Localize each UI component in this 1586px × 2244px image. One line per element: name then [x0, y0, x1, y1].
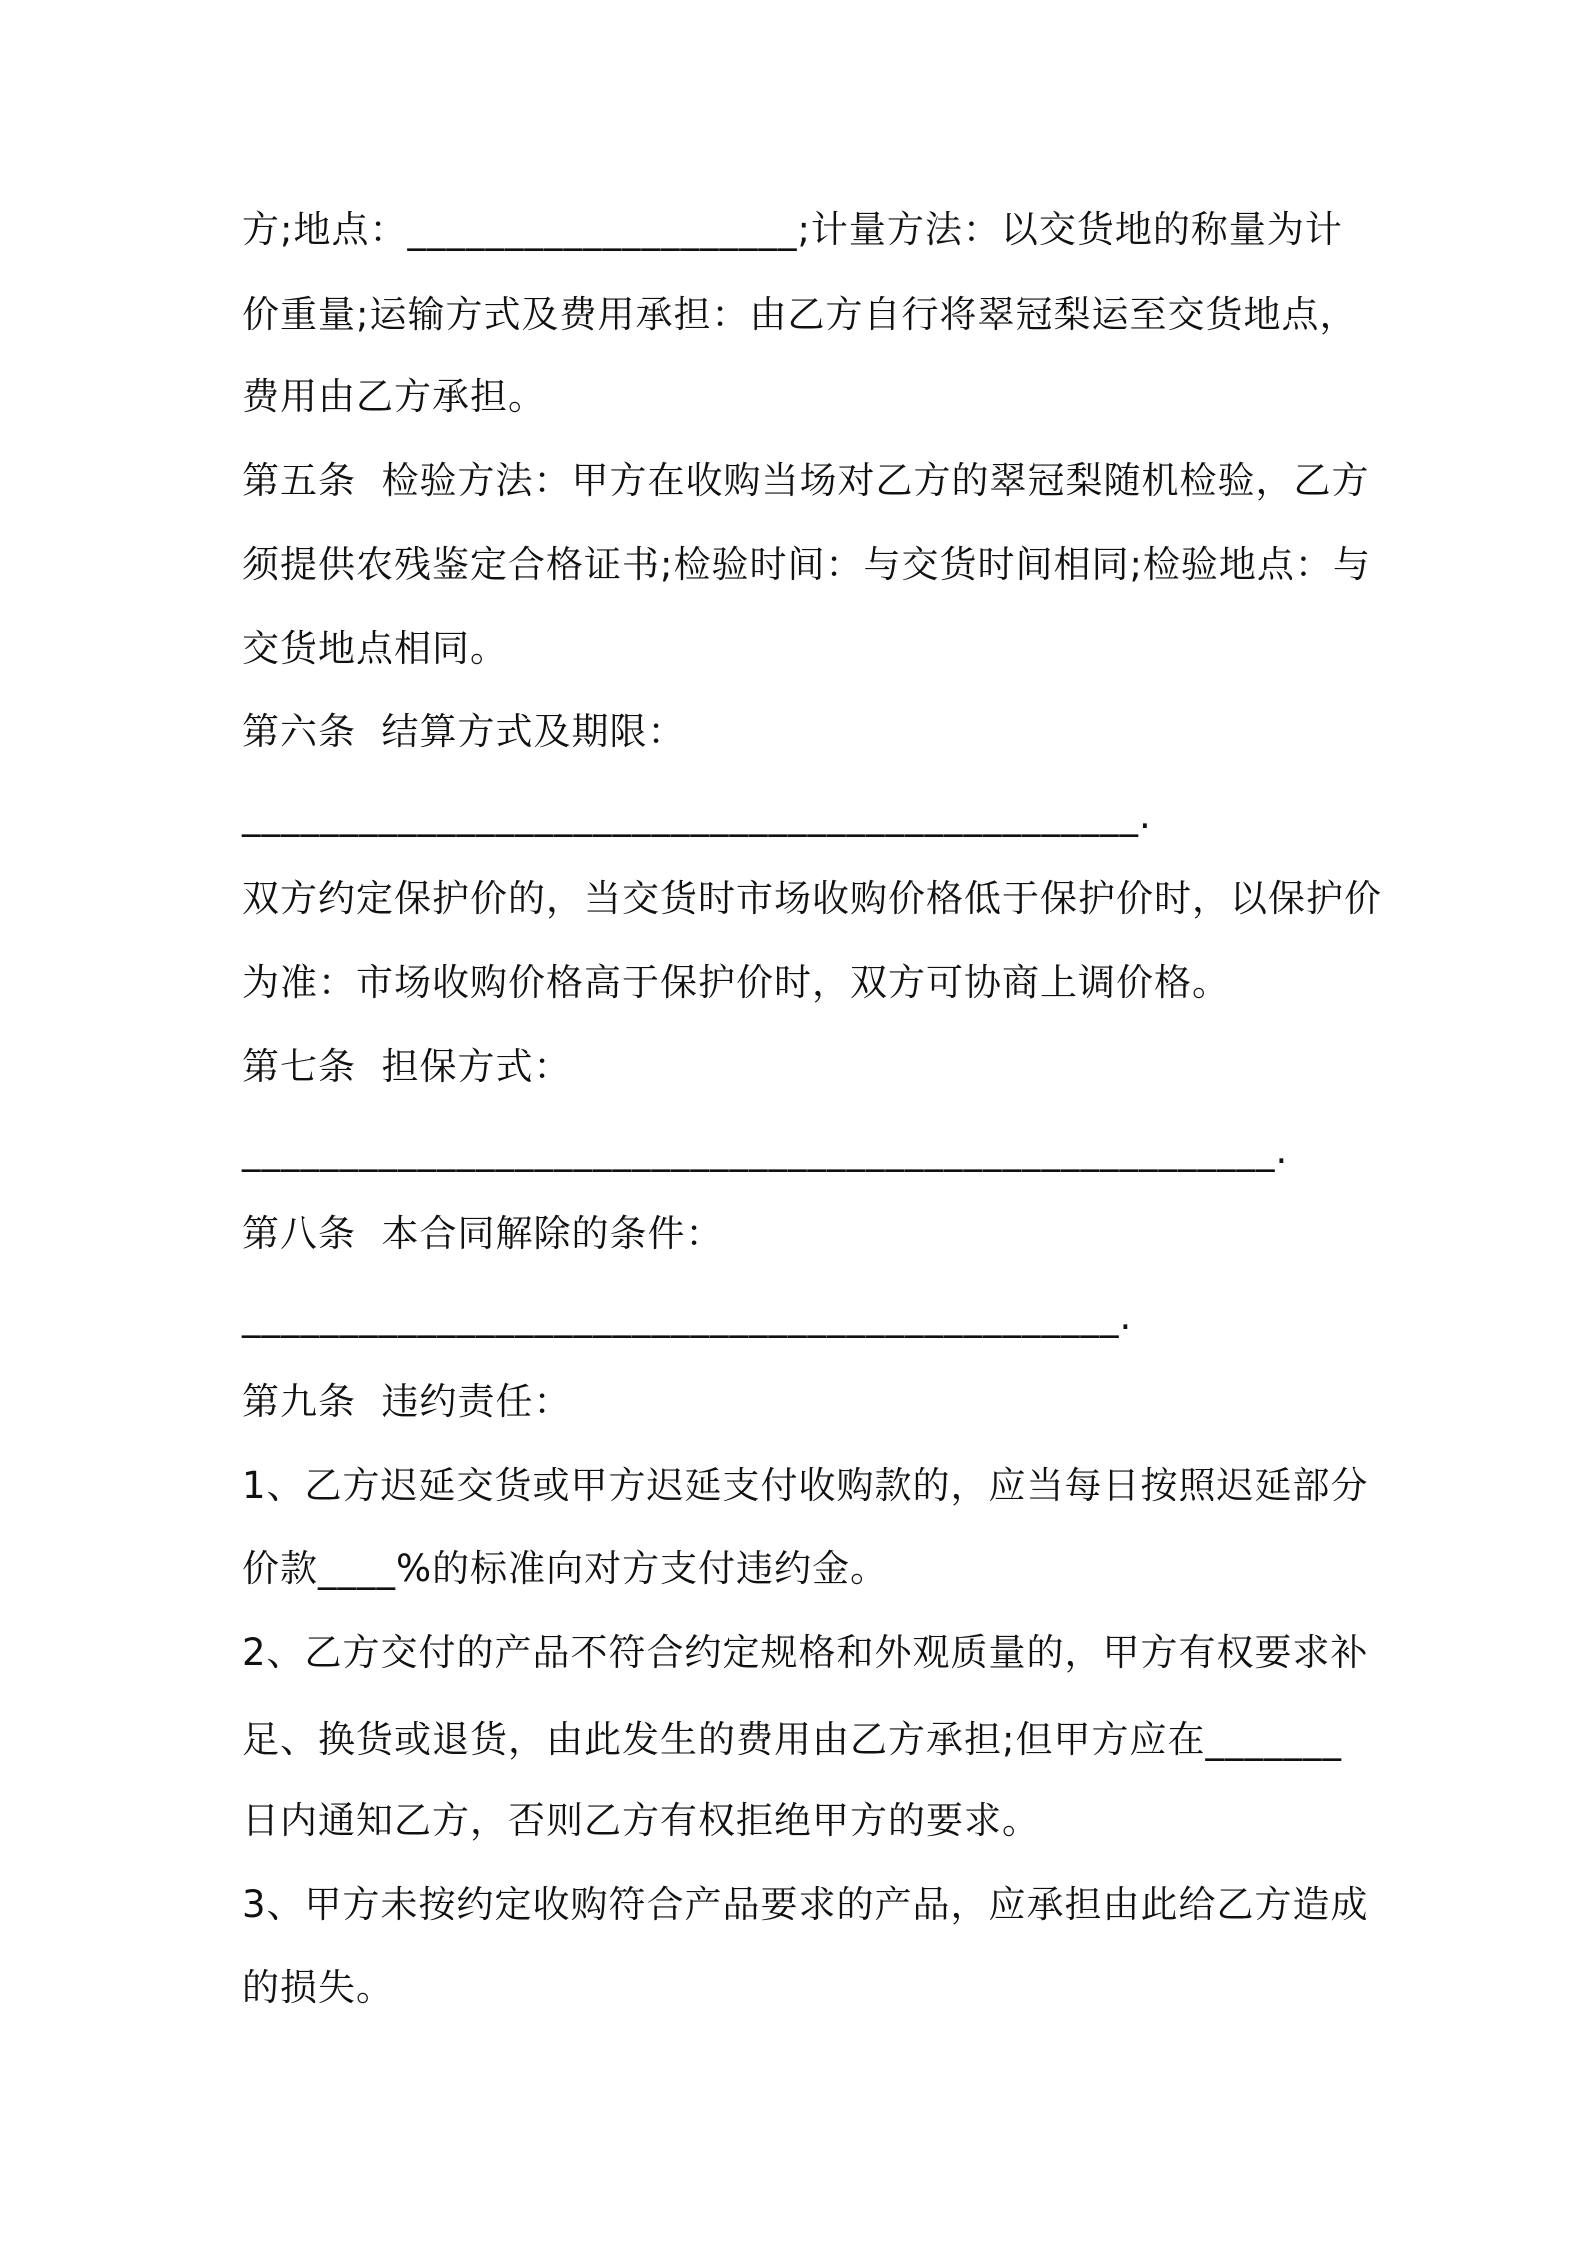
text-line: 价款____%的标准向对方支付违约金。 — [242, 1547, 889, 1590]
clause-item: 3、甲方未按约定收购符合产品要求的产品，应承担由此给乙方造成 — [242, 1883, 1369, 1926]
text-line: 方;地点：____________________;计量方法：以交货地的称量为计 — [242, 208, 1343, 251]
text-line: 为准：市场收购价格高于保护价时，双方可协商上调价格。 — [242, 961, 1230, 1004]
article-8-heading: 第八条 本合同解除的条件： — [242, 1212, 724, 1255]
text-line: 的损失。 — [242, 1966, 394, 2009]
text-line: 价重量;运输方式及费用承担：由乙方自行将翠冠梨运至交货地点， — [242, 293, 1358, 336]
clause-item: 1、乙方迟延交货或甲方迟延支付收购款的，应当每日按照迟延部分 — [242, 1464, 1369, 1507]
text-line: 费用由乙方承担。 — [242, 375, 546, 418]
text-line: 日内通知乙方，否则乙方有权拒绝甲方的要求。 — [242, 1799, 1040, 1842]
blank-fill-line: _____________________________________________. — [242, 1295, 1133, 1338]
article-9-heading: 第九条 违约责任： — [242, 1380, 572, 1423]
article-7-heading: 第七条 担保方式： — [242, 1045, 572, 1088]
text-line: 足、换货或退货，由此发生的费用由乙方承担;但甲方应在_______ — [242, 1718, 1342, 1761]
article-5-heading: 第五条 检验方法：甲方在收购当场对乙方的翠冠梨随机检验，乙方 — [242, 459, 1370, 502]
text-line: 双方约定保护价的，当交货时市场收购价格低于保护价时，以保护价 — [242, 877, 1382, 920]
blank-fill-line: ______________________________________________. — [242, 794, 1152, 837]
clause-item: 2、乙方交付的产品不符合约定规格和外观质量的，甲方有权要求补 — [242, 1631, 1369, 1674]
blank-fill-line: _____________________________________________________. — [242, 1129, 1289, 1172]
article-6-heading: 第六条 结算方式及期限： — [242, 710, 686, 753]
text-line: 须提供农残鉴定合格证书;检验时间：与交货时间相同;检验地点：与 — [242, 543, 1371, 586]
text-line: 交货地点相同。 — [242, 627, 508, 670]
